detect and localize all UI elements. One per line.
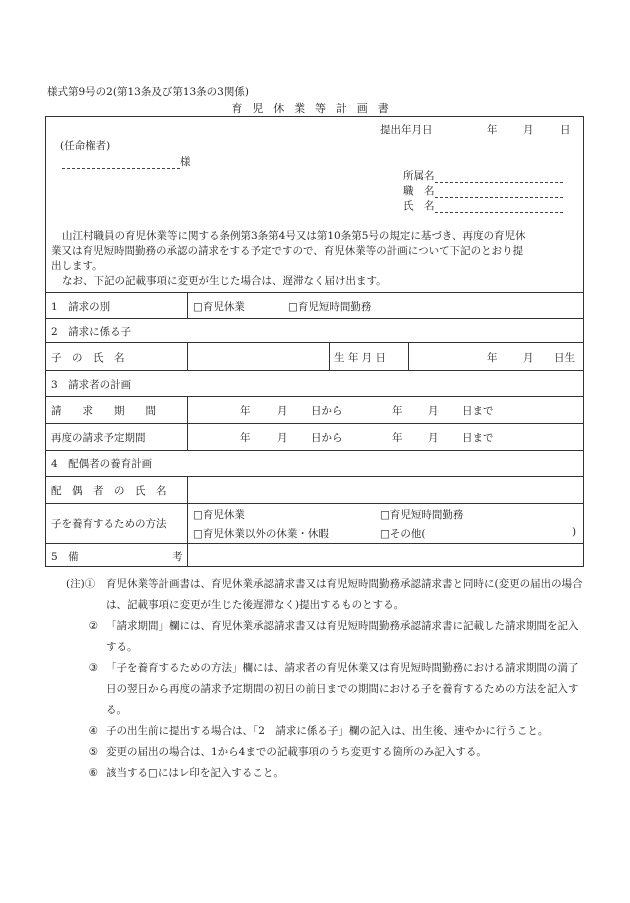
again-start-day[interactable]: 日から [311, 432, 343, 444]
intro-line: 山江村職員の育児休業等に関する条例第3条第4号又は第10条第5号の規定に基づき、再度の育児休 [62, 230, 526, 242]
authority-field[interactable]: 様 [62, 154, 191, 169]
again-end-month[interactable]: 月 [428, 432, 439, 444]
plan-section-label: 3 請求者の計画 [51, 379, 132, 391]
again-period-label: 再度の請求予定期間 [51, 432, 146, 444]
page-title: 育児休業等計画書 [231, 102, 399, 115]
note-text: 変更の届出の場合は、1から4までの記載事項のうち変更する箇所のみ記入する。 [106, 746, 487, 758]
child-name-label: 子 の 氏 名 [51, 352, 125, 364]
note-number: (注)① [66, 578, 96, 590]
note-item [66, 721, 586, 742]
period-end-month[interactable]: 月 [428, 405, 439, 417]
note-item [66, 616, 586, 658]
note-item [66, 763, 586, 784]
page: 様式第9号の2(第13条及び第13条の3関係) 育児休業等計画書 提出年月日 年 月 日 (任命権者) 様 所属名 職 名 氏 名 山江村職員の育児休業等に関する条例第3条第4号又は第10条第5号の規定に基づき、再度の育児休 業又は育児短時間勤務の承認の請求をする予定ですので、育児休業等の計画について下記のとおり提 出します。 なお、下記の記載事項に変更が生じた場合は、遅滞なく届け出ます。 1 請求の別 □育児休業 □育児短時間勤務 2 請求に係る子 子 の 氏 名 生 年 月 日 年 月 日生 3 請求者の計画 請 求 期 間 年 月 日から 年 月 日まで 再度の請求予定期間 年 月 日から 年 月 日まで 4 配偶者の養育計画 配 偶 者 の 氏 名 子を養育するための方法 □育児休業 □育児短時間勤務 □育児休業以外の休業・休暇 □その他( ) 5 備 考 (注)① 育児休業等計画書は、育児休業承認請求書又は育児短時間勤務承認請求書と同時に(変更の届出の場合は、記載事項に変更が生じた後遅滞なく)提出するものとする。 ② 「請求期間」欄には、育児休業承認請求書又は育児短時間勤務承認請求書に記載した請求期間を記入する。 ③ 「子を養育するための方法」欄には、請求者の育児休業又は育児短時間勤務における請求期間の満了日の翌日から再度の請求予定期間の初日の前日までの期間における子を養育するための方法を記入する。 ④ 子の出生前に提出する場合は、「2 請求に係る子」欄の記入は、出生後、速やかに行うこと。 ⑤ 変更の届出の場合は、1から4までの記載事項のうち変更する箇所のみ記入する。 ⑥ 該当する□にはレ印を記入すること。 [0, 0, 630, 903]
authority-label: (任命権者) [60, 140, 111, 152]
dob-month[interactable]: 月 [523, 352, 534, 364]
name-field[interactable]: 氏 名 [403, 198, 563, 213]
request-type-label: 1 請求の別 [51, 301, 111, 313]
note-text: 「請求期間」欄には、育児休業承認請求書又は育児短時間勤務承認請求書に記載した請求期間を記入する。 [106, 620, 579, 653]
remarks-input[interactable] [190, 546, 580, 565]
again-start-year[interactable]: 年 [240, 432, 251, 444]
method-other-leave-checkbox[interactable]: □育児休業以外の休業・休暇 [193, 528, 329, 540]
method-other-checkbox[interactable]: □その他( [380, 528, 426, 540]
intro-line: 業又は育児短時間勤務の承認の請求をする予定ですので、育児休業等の計画について下記のとおり提 [51, 245, 524, 257]
date-label: 提出年月日 [380, 124, 433, 136]
affiliation-field[interactable]: 所属名 [403, 168, 563, 183]
dob-year[interactable]: 年 [487, 352, 498, 364]
note-number: ⑤ [88, 746, 98, 758]
note-number: ⑥ [88, 767, 98, 779]
note-item [66, 658, 586, 721]
remarks-label-end: 考 [172, 551, 183, 563]
period-start-month[interactable]: 月 [277, 405, 288, 417]
method-childcare-leave-checkbox[interactable]: □育児休業 [193, 509, 245, 521]
spouse-name-input[interactable] [190, 479, 580, 501]
note-number: ④ [88, 725, 98, 737]
childcare-leave-checkbox[interactable]: □育児休業 [193, 301, 245, 313]
dob-day[interactable]: 日生 [554, 352, 575, 364]
note-number: ③ [88, 662, 98, 674]
intro-line: 出します。 [51, 260, 103, 272]
note-text: 「子を養育するための方法」欄には、請求者の育児休業又は育児短時間勤務における請求期間の満了日の翌日から再度の請求予定期間の初日の前日までの期間における子を養育するための方法を記入する。 [106, 662, 579, 716]
period-start-day[interactable]: 日から [311, 405, 343, 417]
dob-label: 生 年 月 日 [334, 352, 387, 364]
notes [66, 574, 586, 784]
child-section-label: 2 請求に係る子 [51, 326, 132, 338]
again-start-month[interactable]: 月 [277, 432, 288, 444]
spouse-name-label: 配 偶 者 の 氏 名 [51, 485, 167, 497]
note-text: 該当する□にはレ印を記入すること。 [106, 767, 284, 779]
method-other-close: ) [572, 526, 577, 538]
short-time-work-checkbox[interactable]: □育児短時間勤務 [288, 301, 372, 313]
position-field[interactable]: 職 名 [403, 183, 563, 198]
period-end-day[interactable]: 日まで [462, 405, 494, 417]
note-text: 育児休業等計画書は、育児休業承認請求書又は育児短時間勤務承認請求書と同時に(変更の届出の場合は、記載事項に変更が生じた後遅滞なく)提出するものとする。 [106, 578, 583, 611]
child-name-input[interactable] [190, 346, 326, 368]
spouse-section-label: 4 配偶者の養育計画 [51, 458, 153, 470]
note-text: 子の出生前に提出する場合は、「2 請求に係る子」欄の記入は、出生後、速やかに行うこと。 [106, 725, 549, 737]
note-number: ② [88, 620, 98, 632]
again-end-year[interactable]: 年 [392, 432, 403, 444]
remarks-label: 5 備 [51, 551, 79, 563]
method-short-time-checkbox[interactable]: □育児短時間勤務 [380, 509, 464, 521]
intro-line: なお、下記の記載事項に変更が生じた場合は、遅滞なく届け出ます。 [62, 275, 387, 287]
period-start-year[interactable]: 年 [240, 405, 251, 417]
note-item [66, 742, 586, 763]
form-number: 様式第9号の2(第13条及び第13条の3関係) [47, 86, 249, 98]
request-period-label: 請 求 期 間 [51, 405, 156, 417]
period-end-year[interactable]: 年 [392, 405, 403, 417]
method-label: 子を養育するための方法 [51, 518, 167, 530]
again-end-day[interactable]: 日まで [462, 432, 494, 444]
note-item [66, 574, 586, 616]
